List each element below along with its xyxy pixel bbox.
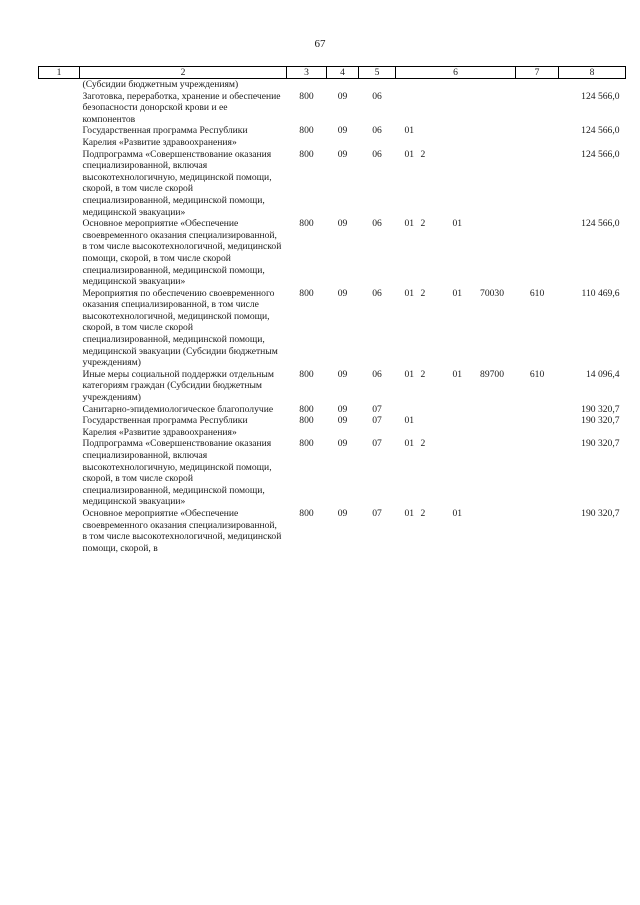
cell-direction	[469, 508, 516, 554]
cell-name: Государственная программа Республики Карелия «Развитие здравоохранения»	[82, 125, 248, 148]
cell-subsection: 06	[372, 218, 382, 230]
cell-expense-type	[516, 79, 559, 91]
cell-expense-type: 610	[529, 287, 545, 299]
table-body	[39, 79, 626, 555]
cell-expense-type	[516, 415, 559, 438]
cell-section: 09	[337, 218, 348, 230]
cell-program	[396, 91, 419, 126]
cell-direction: 70030	[480, 287, 505, 299]
cell-section: 09	[337, 368, 348, 380]
header-col-8: 8	[559, 67, 626, 79]
cell-direction	[469, 438, 516, 508]
cell-subprogram	[419, 91, 439, 126]
cell-ved: 800	[299, 287, 314, 299]
cell-direction	[469, 79, 516, 91]
table-row	[39, 369, 626, 404]
cell-sum: 124 566,0	[581, 218, 620, 230]
cell-name: Основное мероприятие «Обеспечение своевременного оказания специализированной, в том числе высокотехнологичной, медицинской помощи, скорой, в	[82, 507, 282, 554]
cell-main-event	[439, 149, 469, 219]
cell-direction	[469, 149, 516, 219]
cell-num	[39, 91, 80, 126]
cell-num	[39, 218, 80, 288]
cell-program: 01	[404, 368, 415, 380]
cell-sum: 124 566,0	[581, 90, 620, 102]
header-col-4: 4	[327, 67, 359, 79]
cell-subprogram: 2	[420, 148, 426, 160]
page-number: 67	[314, 38, 326, 50]
cell-num	[39, 149, 80, 219]
cell-ved: 800	[299, 148, 314, 160]
cell-subprogram: 2	[420, 287, 426, 299]
cell-ved: 800	[299, 438, 314, 450]
cell-ved: 800	[299, 125, 314, 137]
cell-subprogram: 2	[420, 368, 426, 380]
cell-num	[39, 79, 80, 91]
cell-section: 09	[337, 403, 348, 415]
budget-table	[38, 66, 626, 554]
cell-main-event	[439, 125, 469, 148]
cell-name: Санитарно-эпидемиологическое благополучие	[82, 403, 274, 415]
cell-name: Мероприятия по обеспечению своевременного оказания специализированной, в том числе высокотехнологичной, медицинской помощи, скорой, в том числе скорой специализированной, медицинской помощи, медицинской эвакуации (Субсидии бюджетным учреждениям)	[82, 287, 278, 369]
cell-sum: 124 566,0	[581, 125, 620, 137]
cell-expense-type	[516, 404, 559, 416]
cell-subsection: 06	[372, 287, 382, 299]
table-row	[39, 218, 626, 288]
cell-direction	[469, 91, 516, 126]
cell-main-event: 01	[452, 368, 463, 380]
cell-ved: 800	[299, 507, 314, 519]
cell-direction	[469, 404, 516, 416]
cell-program: 01	[404, 148, 415, 160]
table-row	[39, 91, 626, 126]
cell-main-event: 01	[452, 507, 463, 519]
cell-sum: 14 096,4	[585, 368, 620, 380]
cell-name: Подпрограмма «Совершенствование оказания специализированной, включая высокотехнологичную, медицинской помощи, скорой, в том числе скорой специализированной, медицинской помощи, медицинской эвакуации»	[82, 148, 272, 218]
cell-program	[396, 404, 419, 416]
cell-name: (Субсидии бюджетным учреждениям)	[82, 79, 239, 90]
cell-section: 09	[337, 148, 348, 160]
cell-name: Государственная программа Республики Карелия «Развитие здравоохранения»	[82, 415, 248, 438]
cell-program: 01	[404, 438, 415, 450]
cell-sum: 110 469,6	[581, 287, 620, 299]
cell-section: 09	[337, 125, 348, 137]
cell-num	[39, 415, 80, 438]
header-col-1: 1	[39, 67, 80, 79]
cell-main-event	[439, 415, 469, 438]
table-row	[39, 438, 626, 508]
table-row	[39, 79, 626, 91]
cell-program: 01	[404, 125, 415, 137]
cell-sum	[559, 79, 626, 91]
cell-name: Подпрограмма «Совершенствование оказания специализированной, включая высокотехнологичную, медицинской помощи, скорой, в том числе скорой специализированной, медицинской помощи, медицинской эвакуации»	[82, 438, 272, 508]
cell-direction	[469, 125, 516, 148]
header-col-2: 2	[80, 67, 287, 79]
cell-program	[396, 79, 419, 91]
cell-expense-type	[516, 438, 559, 508]
cell-expense-type	[516, 508, 559, 554]
cell-ved: 800	[299, 218, 314, 230]
cell-ved: 800	[299, 415, 314, 427]
header-row	[39, 67, 626, 79]
cell-section: 09	[337, 287, 348, 299]
cell-subsection: 06	[372, 368, 382, 380]
cell-main-event	[439, 91, 469, 126]
cell-program: 01	[404, 507, 415, 519]
cell-subsection: 07	[372, 403, 382, 415]
cell-name: Иные меры социальной поддержки отдельным категориям граждан (Субсидии бюджетным учреждениям)	[82, 368, 274, 404]
cell-section: 09	[337, 415, 348, 427]
cell-ved	[287, 79, 327, 91]
cell-sum: 190 320,7	[581, 403, 620, 415]
cell-subprogram	[419, 79, 439, 91]
table-row	[39, 288, 626, 369]
cell-section: 09	[337, 507, 348, 519]
cell-subsection: 07	[372, 438, 382, 450]
cell-subsection: 06	[372, 90, 382, 102]
cell-num	[39, 288, 80, 369]
cell-expense-type	[516, 218, 559, 288]
cell-subprogram: 2	[420, 507, 426, 519]
cell-program: 01	[404, 287, 415, 299]
cell-sum: 190 320,7	[581, 507, 620, 519]
cell-subsection: 06	[372, 148, 382, 160]
header-col-3: 3	[287, 67, 327, 79]
cell-subsection: 06	[372, 125, 382, 137]
table-row	[39, 125, 626, 148]
cell-direction	[469, 218, 516, 288]
cell-sum: 124 566,0	[581, 148, 620, 160]
table-row	[39, 508, 626, 554]
header-col-7: 7	[516, 67, 559, 79]
table-row	[39, 404, 626, 416]
cell-subsection	[359, 79, 396, 91]
cell-section: 09	[337, 438, 348, 450]
cell-num	[39, 404, 80, 416]
cell-expense-type: 610	[529, 368, 545, 380]
cell-main-event	[439, 79, 469, 91]
table-row	[39, 149, 626, 219]
cell-sum: 190 320,7	[581, 438, 620, 450]
cell-direction: 89700	[480, 368, 505, 380]
cell-name: Заготовка, переработка, хранение и обеспечение безопасности донорской крови и ее компонентов	[82, 90, 281, 125]
cell-ved: 800	[299, 403, 314, 415]
cell-num	[39, 125, 80, 148]
cell-subprogram	[419, 415, 439, 438]
header-col-5: 5	[359, 67, 396, 79]
cell-program: 01	[404, 415, 415, 427]
cell-program: 01	[404, 218, 415, 230]
cell-section: 09	[337, 90, 348, 102]
cell-subsection: 07	[372, 415, 382, 427]
cell-expense-type	[516, 149, 559, 219]
cell-num	[39, 369, 80, 404]
cell-expense-type	[516, 91, 559, 126]
cell-section	[327, 79, 359, 91]
cell-subprogram	[419, 404, 439, 416]
cell-subsection: 07	[372, 507, 382, 519]
cell-main-event	[439, 438, 469, 508]
cell-subprogram: 2	[420, 218, 426, 230]
cell-ved: 800	[299, 90, 314, 102]
cell-ved: 800	[299, 368, 314, 380]
table-row	[39, 415, 626, 438]
cell-subprogram: 2	[420, 438, 426, 450]
cell-direction	[469, 415, 516, 438]
cell-expense-type	[516, 125, 559, 148]
header-col-6: 6	[396, 67, 516, 79]
cell-sum: 190 320,7	[581, 415, 620, 427]
cell-subprogram	[419, 125, 439, 148]
cell-main-event: 01	[452, 287, 463, 299]
cell-num	[39, 438, 80, 508]
cell-main-event: 01	[452, 218, 463, 230]
cell-main-event	[439, 404, 469, 416]
cell-num	[39, 508, 80, 554]
cell-name: Основное мероприятие «Обеспечение своевременного оказания специализированной, в том числе высокотехнологичной, медицинской помощи, скорой, в том числе скорой специализированной, медицинской помощи, медицинской эвакуации»	[82, 218, 282, 288]
